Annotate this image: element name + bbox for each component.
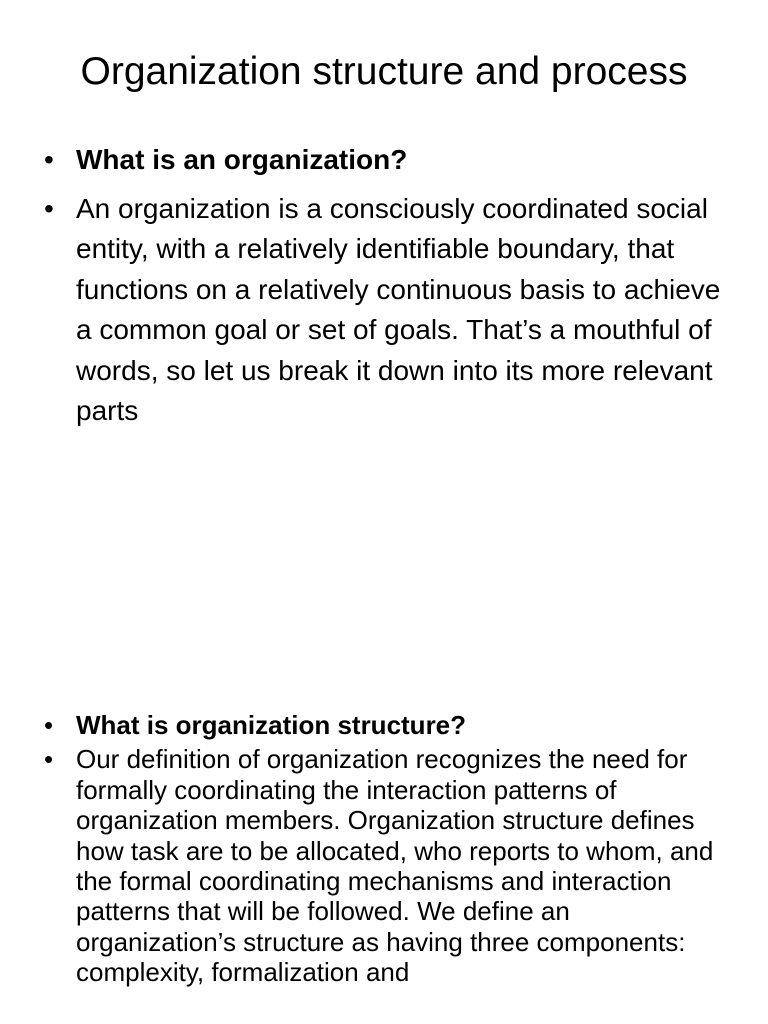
slide-title: Organization structure and process — [80, 50, 688, 93]
bullet-dot-icon: • — [44, 710, 54, 740]
definition-text: Our definition of organization recognizes the need for formally coordinating the interaction patterns of organization members. Organization structure defines how task are to be allocated, who reports to whom, and the formal coordinating mechanisms and interaction patterns that will be followed. We define an organization’s structure as having three components: complexity, formalization and — [76, 744, 714, 988]
slide-organization-structure — [0, 690, 768, 1024]
bullet-list — [44, 710, 734, 988]
bullet-definition — [44, 189, 734, 432]
question-text: What is organization structure? — [76, 710, 467, 740]
question-text: What is an organization? — [76, 144, 408, 175]
bullet-question — [44, 140, 734, 181]
bullet-list — [44, 140, 734, 432]
bullet-dot-icon: • — [44, 744, 54, 775]
bullet-dot-icon: • — [44, 192, 54, 224]
bullet-definition — [44, 744, 734, 987]
bullet-dot-icon: • — [44, 144, 54, 175]
definition-text: An organization is a consciously coordinated social entity, with a relatively identifiable boundary, that functions on a relatively continuous basis to achieve a common goal or set of goals. That’s a mouthful of words, so let us break it down into its more relevant parts — [76, 192, 721, 426]
bullet-question — [44, 710, 734, 740]
